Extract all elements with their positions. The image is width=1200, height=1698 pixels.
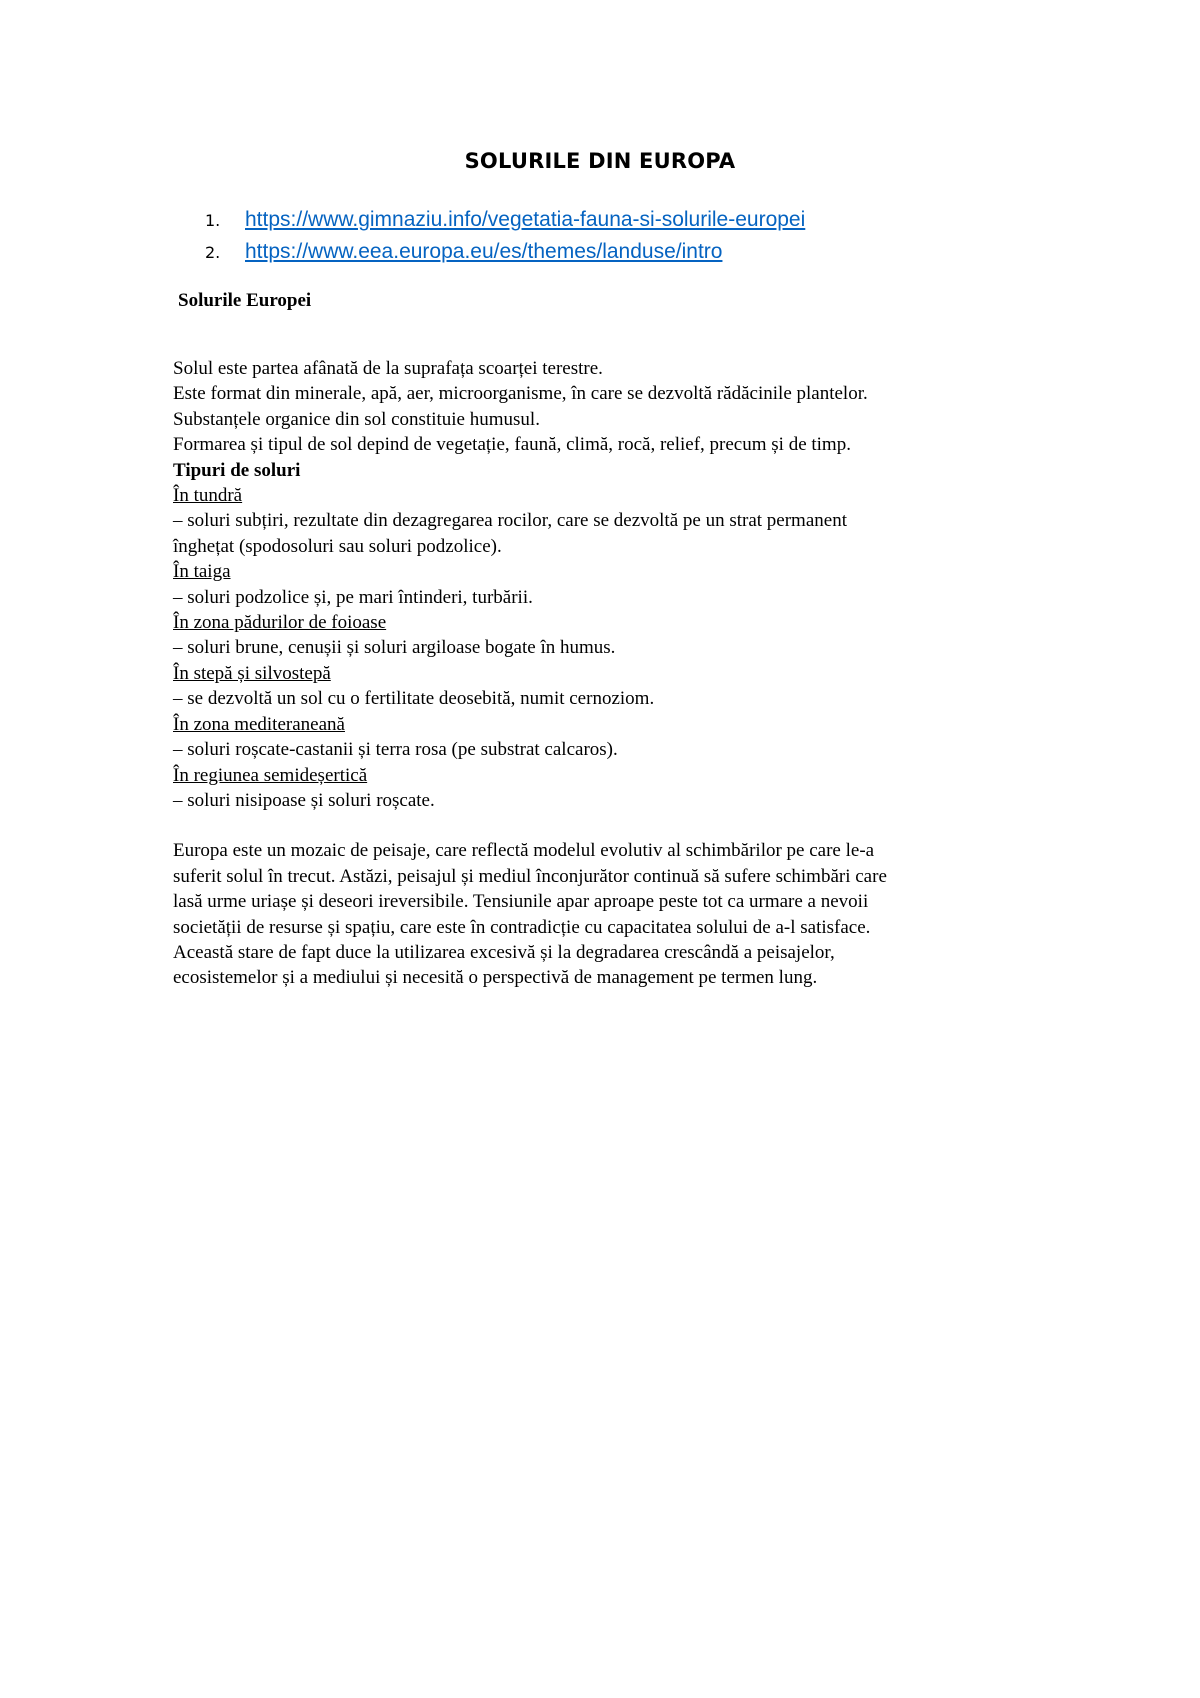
reference-link-eea[interactable]: https://www.eea.europa.eu/es/themes/landuse/intro <box>245 240 723 263</box>
zone-heading-taiga: În taiga <box>173 561 231 583</box>
zone-description: – soluri brune, cenușii și soluri argiloase bogate în humus. <box>173 637 616 659</box>
zone-heading-deciduous-forest: În zona pădurilor de foioase <box>173 612 387 634</box>
zone-description: – se dezvoltă un sol cu o fertilitate deosebită, numit cernoziom. <box>173 688 655 710</box>
zone-heading-tundra: În tundră <box>173 485 243 507</box>
reference-links-list <box>205 204 805 268</box>
zone-description: – soluri subțiri, rezultate din dezagregarea rocilor, care se dezvoltă pe un strat permanent <box>173 510 847 532</box>
intro-line: Este format din minerale, apă, aer, microorganisme, în care se dezvoltă rădăcinile plantelor. <box>173 383 868 405</box>
zone-description: – soluri podzolice și, pe mari întinderi, turbării. <box>173 586 533 608</box>
reference-link-item <box>205 236 805 268</box>
paragraph-spacer <box>173 813 1053 838</box>
section-title: Solurile Europei <box>178 290 312 311</box>
zone-heading-semidesert: În regiunea semideșertică <box>173 764 368 786</box>
intro-line: Substanțele organice din sol constituie humusul. <box>173 408 540 430</box>
closing-paragraph-line: lasă urme uriașe și deseori ireversibile. Tensiunile apar aproape peste tot ca urmare a nevoii <box>173 891 869 913</box>
list-number: 2. <box>205 243 221 262</box>
closing-paragraph-line: Această stare de fapt duce la utilizarea excesivă și la degradarea crescândă a peisajelor, <box>173 941 835 963</box>
zone-description: înghețat (spodosoluri sau soluri podzolice). <box>173 535 502 557</box>
zone-description: – soluri nisipoase și soluri roșcate. <box>173 789 435 811</box>
list-number: 1. <box>205 211 221 230</box>
closing-paragraph-line: societății de resurse și spațiu, care este în contradicție cu capacitatea solului de a-l satisface. <box>173 916 871 938</box>
reference-link-gimnaziu[interactable]: https://www.gimnaziu.info/vegetatia-fauna-si-solurile-europei <box>245 208 806 231</box>
document-body <box>173 356 1053 991</box>
types-heading: Tipuri de soluri <box>173 459 301 481</box>
zone-heading-mediterranean: În zona mediteraneană <box>173 713 345 735</box>
closing-paragraph-line: Europa este un mozaic de peisaje, care reflectă modelul evolutiv al schimbărilor pe care le-a <box>173 840 875 862</box>
reference-link-item <box>205 204 805 236</box>
intro-line: Formarea și tipul de sol depind de vegetație, faună, climă, rocă, relief, precum și de timp. <box>173 434 851 456</box>
closing-paragraph-line: suferit solul în trecut. Astăzi, peisajul și mediul înconjurător continuă să sufere schimbări care <box>173 865 887 887</box>
zone-heading-steppe: În stepă și silvostepă <box>173 662 331 684</box>
closing-paragraph-line: ecosistemelor și a mediului și necesită o perspectivă de management pe termen lung. <box>173 967 818 989</box>
document-title: SOLURILE DIN EUROPA <box>464 149 736 173</box>
intro-line: Solul este partea afânată de la suprafața scoarței terestre. <box>173 358 603 379</box>
zone-description: – soluri roșcate-castanii și terra rosa (pe substrat calcaros). <box>173 739 618 761</box>
